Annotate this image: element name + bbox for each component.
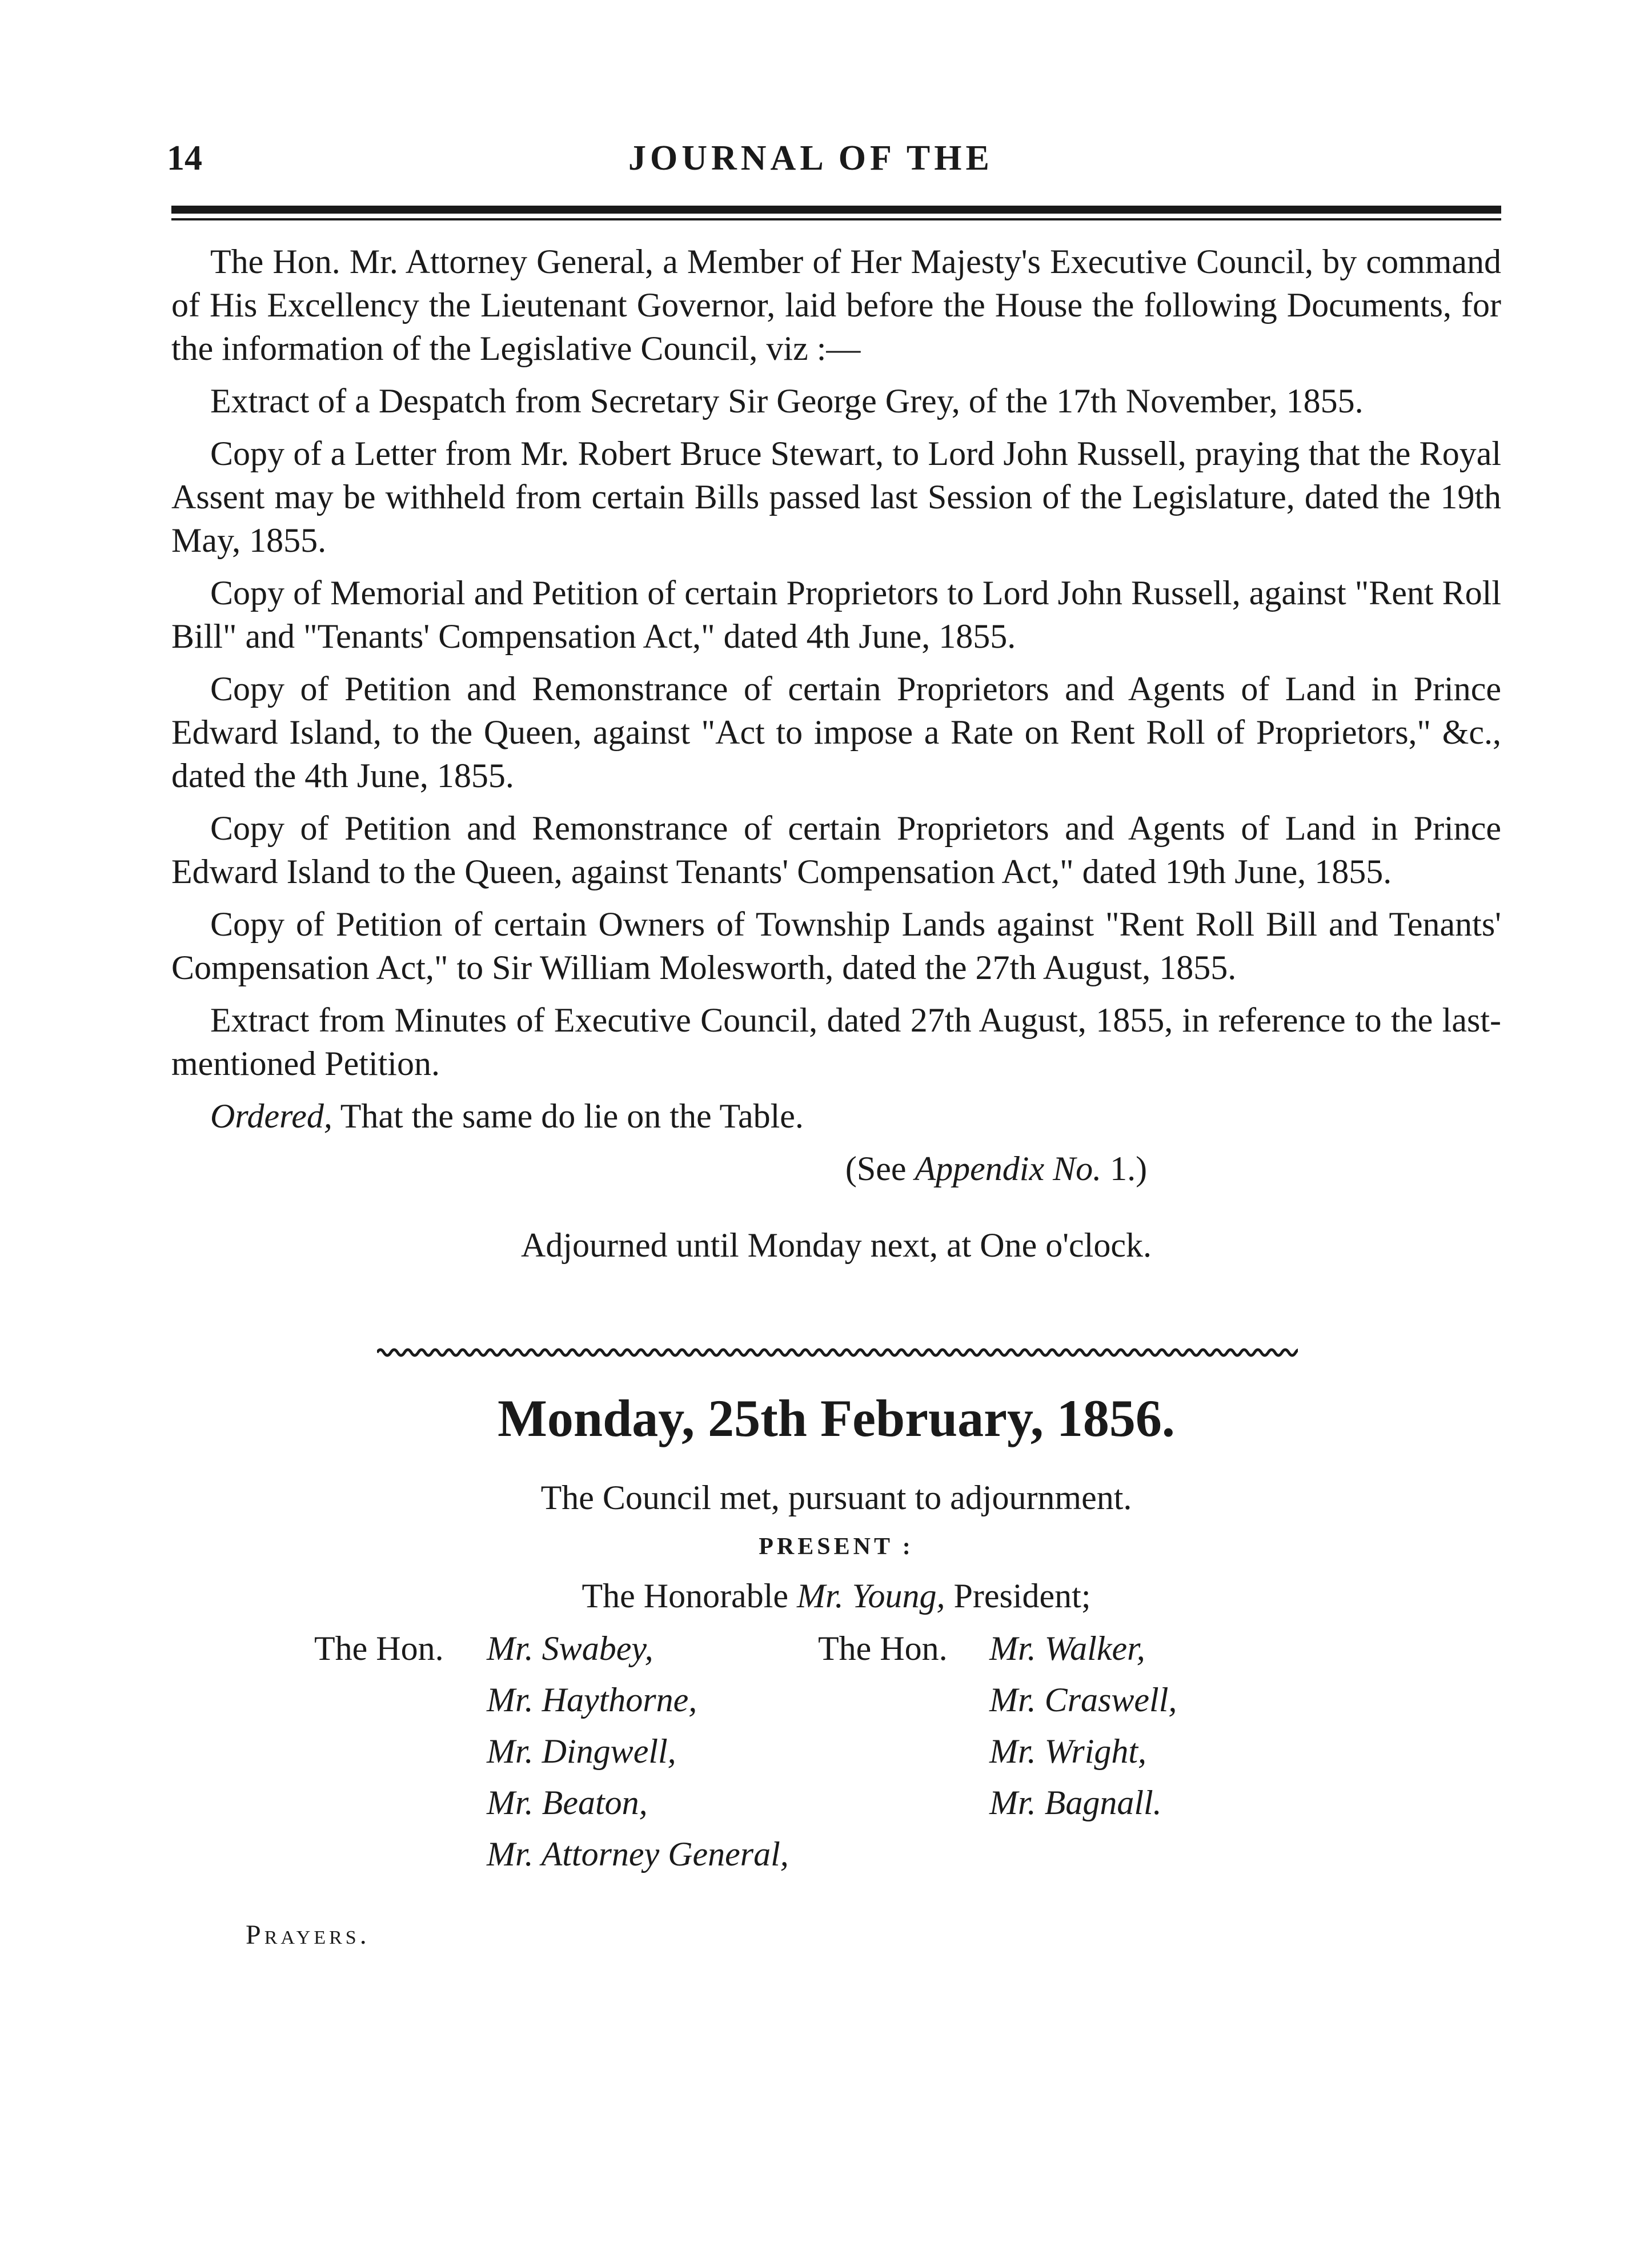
members-list [314, 1629, 1285, 1886]
wavy-divider [377, 1346, 1298, 1359]
paragraph-petition-township: Copy of Petition of certain Owners of Township Lands against "Rent Roll Bill and Tenants' Compensation Act," to Sir William Molesworth, dated the 27th August, 1855. [171, 905, 1501, 986]
member-right: Mr. Wright, [989, 1732, 1147, 1770]
paragraph-despatch: Extract of a Despatch from Secretary Sir George Grey, of the 17th November, 1855. [210, 382, 1364, 420]
member-left: Mr. Dingwell, [487, 1732, 676, 1770]
hon-prefix-right: The Hon. [818, 1630, 948, 1667]
members-row [314, 1732, 1177, 1783]
paragraph-petition-compensation: Copy of Petition and Remonstrance of certain Proprietors and Agents of Land in Prince Edward Island to the Queen, against Tenants' Compensation Act," dated 19th June, 1855. [171, 809, 1501, 890]
order-line [171, 1094, 1501, 1138]
prayers-label: Prayers. [246, 1920, 370, 1950]
appendix-label: Appendix No. [915, 1150, 1102, 1187]
paragraph-petition-rate: Copy of Petition and Remonstrance of certain Proprietors and Agents of Land in Prince Edward Island, to the Queen, against "Act to impose a Rate on Rent Roll of Proprietors," &c., dated the 4th June, 1855. [171, 670, 1501, 795]
order-label: Ordered, [210, 1097, 332, 1135]
members-row [314, 1783, 1177, 1835]
paragraph-minutes: Extract from Minutes of Executive Council, dated 27th August, 1855, in reference to the last-mentioned Petition. [171, 1001, 1501, 1082]
page-number: 14 [167, 139, 202, 178]
appendix-close: 1.) [1110, 1150, 1148, 1187]
running-title: JOURNAL OF THE [628, 139, 993, 178]
appendix-open: (See [845, 1150, 907, 1187]
order-text: That the same do lie on the Table. [340, 1097, 804, 1135]
header-rule-thin [171, 218, 1501, 220]
hon-prefix-left: The Hon. [314, 1630, 444, 1667]
paragraph-intro: The Hon. Mr. Attorney General, a Member of Her Majesty's Executive Council, by command of His Excellency the Lieutenant Governor, laid before the House the following Documents, for the information of the Legislative Council, viz :— [171, 243, 1501, 367]
members-row [314, 1680, 1177, 1732]
adjourned-line: Adjourned until Monday next, at One o'clock. [521, 1226, 1152, 1264]
member-left: Mr. Attorney General, [487, 1835, 789, 1873]
appendix-reference [171, 1147, 1501, 1190]
session-date-heading: Monday, 25th February, 1856. [498, 1389, 1175, 1447]
header-rule-thick [171, 206, 1501, 214]
present-label: PRESENT : [759, 1534, 914, 1560]
council-met-line: The Council met, pursuant to adjournment. [540, 1479, 1132, 1516]
paragraph-letter: Copy of a Letter from Mr. Robert Bruce Stewart, to Lord John Russell, praying that the Royal Assent may be withheld from certain Bills passed last Session of the Legislature, dated the 19th May, 1855. [171, 435, 1501, 559]
paragraph-memorial: Copy of Memorial and Petition of certain Proprietors to Lord John Russell, against "Rent Roll Bill" and "Tenants' Compensation Act," dated 4th June, 1855. [171, 574, 1501, 655]
member-left: Mr. Swabey, [487, 1630, 653, 1667]
president-line [171, 1576, 1501, 1616]
member-left: Mr. Beaton, [487, 1784, 648, 1821]
member-left: Mr. Haythorne, [487, 1681, 697, 1719]
member-right: Mr. Bagnall. [989, 1784, 1162, 1821]
president-suffix: President; [953, 1577, 1091, 1615]
journal-body [171, 240, 1501, 1267]
president-name: Mr. Young, [797, 1577, 945, 1615]
members-row [314, 1835, 1177, 1886]
president-prefix: The Honorable [582, 1577, 788, 1615]
members-row [314, 1629, 1177, 1680]
member-right: Mr. Craswell, [989, 1681, 1177, 1719]
member-right: Mr. Walker, [989, 1630, 1145, 1667]
